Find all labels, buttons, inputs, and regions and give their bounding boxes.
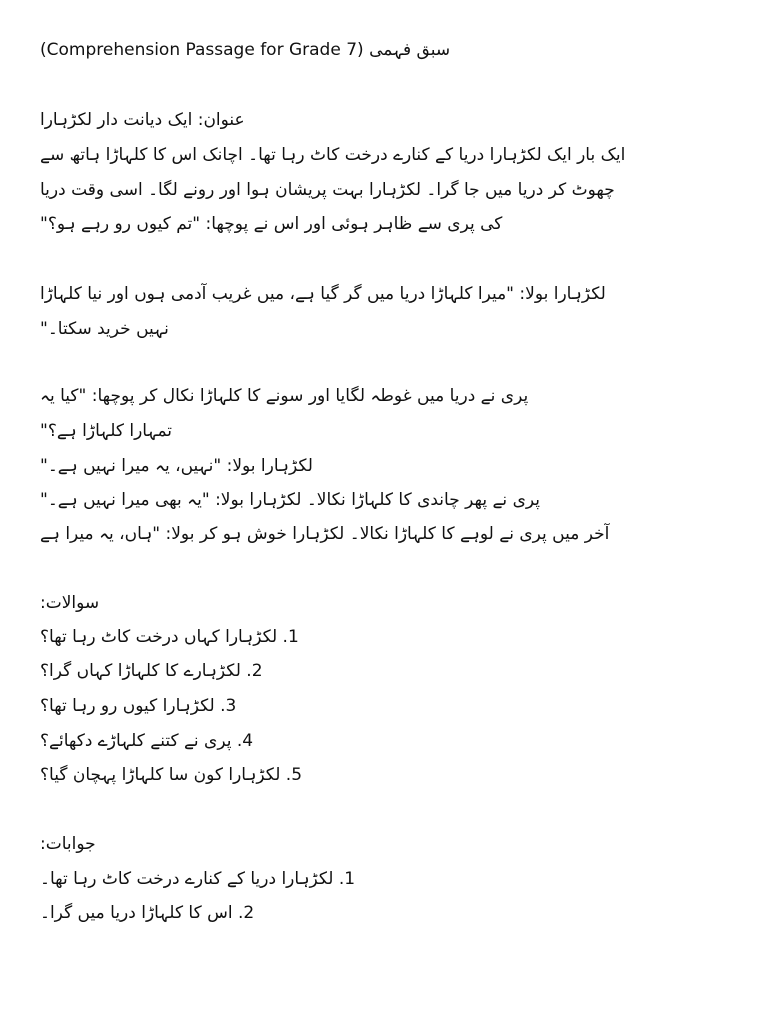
dialogue-line: نہیں خرید سکتا۔": [40, 319, 169, 339]
question-item: 3. لکڑہارا کیوں رو رہا تھا؟: [40, 696, 237, 716]
dialogue-line: لکڑہارا بولا: "میرا کلہاڑا دریا میں گر گیا ہے، میں غریب آدمی ہوں اور نیا کلہاڑا: [40, 284, 606, 304]
question-item: 4. پری نے کتنے کلہاڑے دکھائے؟: [40, 731, 254, 751]
question-item: 2. لکڑہارے کا کلہاڑا کہاں گرا؟: [40, 661, 263, 681]
dialogue-line: پری نے دریا میں غوطہ لگایا اور سونے کا کلہاڑا نکال کر پوچھا: "کیا یہ: [40, 386, 529, 406]
answer-item: 2. اس کا کلہاڑا دریا میں گرا۔: [40, 903, 255, 923]
passage-line: چھوٹ کر دریا میں جا گرا۔ لکڑہارا بہت پریشان ہوا اور رونے لگا۔ اسی وقت دریا: [40, 180, 615, 200]
dialogue-line: آخر میں پری نے لوہے کا کلہاڑا نکالا۔ لکڑہارا خوش ہو کر بولا: "ہاں، یہ میرا ہے: [40, 524, 610, 544]
questions-heading: سوالات:: [40, 593, 100, 613]
dialogue-line: پری نے پھر چاندی کا کلہاڑا نکالا۔ لکڑہارا بولا: "یہ بھی میرا نہیں ہے۔": [40, 490, 540, 510]
passage-line: ایک بار ایک لکڑہارا دریا کے کنارے درخت کاٹ رہا تھا۔ اچانک اس کا کلہاڑا ہاتھ سے: [40, 145, 626, 165]
document-title: سبق فہمی (Comprehension Passage for Grade 7): [40, 40, 451, 60]
dialogue-line: تمہارا کلہاڑا ہے؟": [40, 421, 172, 441]
question-item: 5. لکڑہارا کون سا کلہاڑا پہچان گیا؟: [40, 765, 303, 785]
passage-line: کی پری سے ظاہر ہوئی اور اس نے پوچھا: "تم کیوں رو رہے ہو؟": [40, 214, 503, 234]
question-item: 1. لکڑہارا کہاں درخت کاٹ رہا تھا؟: [40, 627, 299, 647]
passage-heading: عنوان: ایک دیانت دار لکڑہارا: [40, 110, 245, 130]
answers-heading: جوابات:: [40, 834, 96, 854]
dialogue-line: لکڑہارا بولا: "نہیں، یہ میرا نہیں ہے۔": [40, 456, 313, 476]
answer-item: 1. لکڑہارا دریا کے کنارے درخت کاٹ رہا تھا۔: [40, 869, 356, 889]
